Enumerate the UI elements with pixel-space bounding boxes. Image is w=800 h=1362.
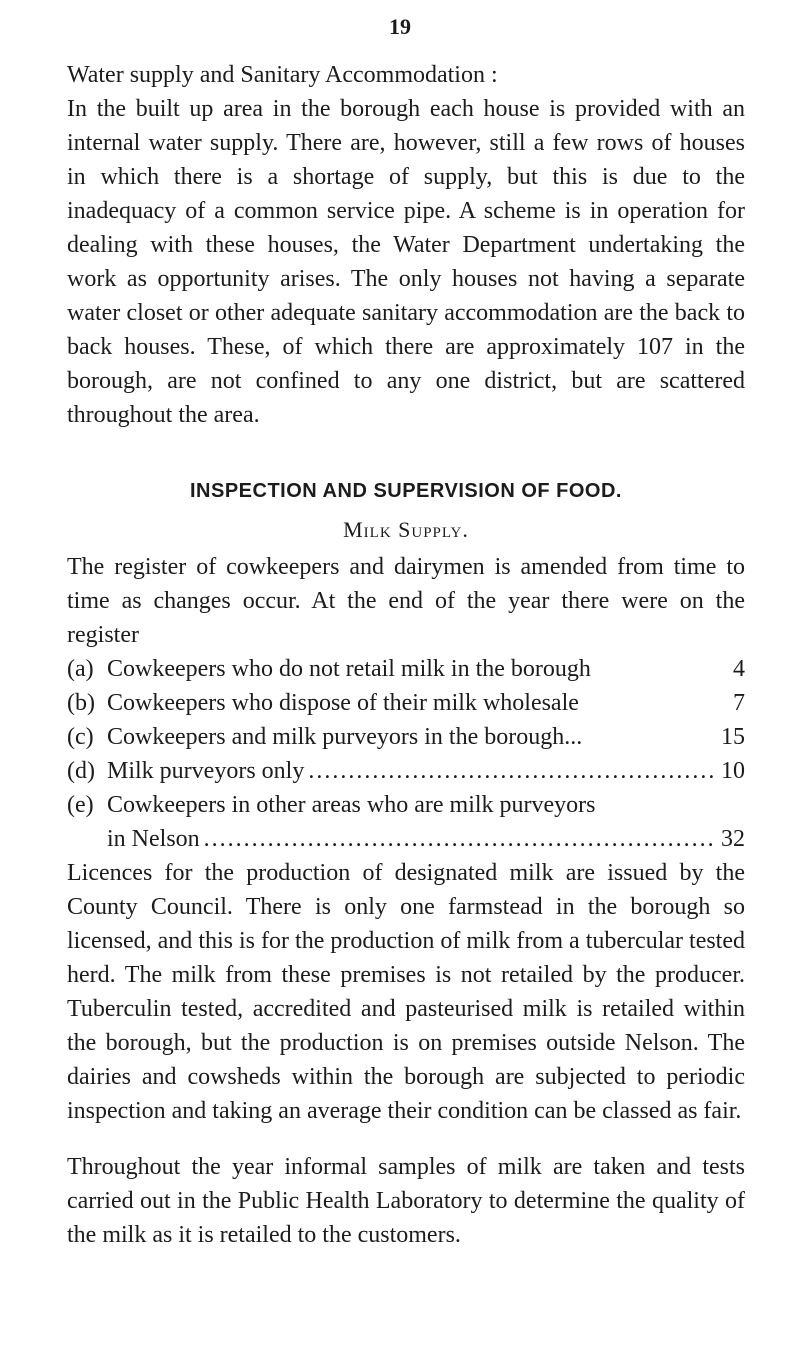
page-content: [67, 58, 745, 1252]
register-count: 32: [721, 826, 745, 852]
paragraph-gap: [67, 1128, 745, 1150]
register-count: 4: [733, 656, 745, 682]
register-count: 15: [721, 724, 745, 750]
register-item-e: [67, 788, 745, 822]
register-text: Cowkeepers in other areas who are milk purveyors: [107, 792, 596, 818]
licences-paragraph: Licences for the production of designated milk are issued by the County Council. There is only one farmstead in the borough so licensed, and this is for the production of milk from a tubercular tested herd. The milk from these premises is not retailed by the producer. Tuberculin tested, accredited and pasteurised milk is retailed within the borough, but the production is on premises outside Nelson. The dairies and cowsheds within the borough are subjected to periodic inspection and taking an average their condition can be classed as fair.: [67, 860, 745, 1124]
register-item-c: [67, 720, 745, 754]
register-item-a: [67, 652, 745, 686]
register-text-continued: in Nelson: [107, 826, 200, 852]
register-item-d: [67, 754, 745, 788]
register-label: (b): [67, 690, 95, 716]
register-count: 7: [733, 690, 745, 716]
register-text: Cowkeepers and milk purveyors in the borough...: [107, 724, 583, 750]
register-text: Milk purveyors only: [107, 758, 305, 784]
food-inspection-heading: INSPECTION AND SUPERVISION OF FOOD.: [190, 480, 622, 502]
register-list: [67, 652, 745, 856]
samples-paragraph: Throughout the year informal samples of milk are taken and tests carried out in the Public Health Laboratory to determine the quality of the milk as it is retailed to the customers.: [67, 1154, 745, 1248]
register-label: (a): [67, 656, 94, 682]
milk-supply-subheading: Milk Supply.: [343, 517, 469, 542]
register-item-b: [67, 686, 745, 720]
page-number: 19: [389, 14, 411, 39]
dot-leader: [204, 822, 713, 856]
water-supply-heading: Water supply and Sanitary Accommodation :: [67, 62, 498, 88]
register-item-e-continued: [67, 822, 745, 856]
dot-leader: [308, 754, 713, 788]
register-text: Cowkeepers who do not retail milk in the borough: [107, 656, 591, 682]
register-label: (d): [67, 758, 95, 784]
register-text: Cowkeepers who dispose of their milk wholesale: [107, 690, 579, 716]
register-intro-paragraph: The register of cowkeepers and dairymen is amended from time to time as changes occur. At the end of the year there were on the register: [67, 554, 745, 648]
register-label: (e): [67, 792, 94, 818]
register-count: 10: [721, 758, 745, 784]
water-supply-paragraph: In the built up area in the borough each house is provided with an internal water supply. There are, however, still a few rows of houses in which there is a shortage of supply, but this is due to the inadequacy of a common service pipe. A scheme is in operation for dealing with these houses, the Water Department undertaking the work as opportunity arises. The only houses not having a separate water closet or other adequate sanitary accommodation are the back to back houses. These, of which there are approximately 107 in the borough, are not confined to any one district, but are scattered throughout the area.: [67, 96, 745, 428]
register-label: (c): [67, 724, 94, 750]
